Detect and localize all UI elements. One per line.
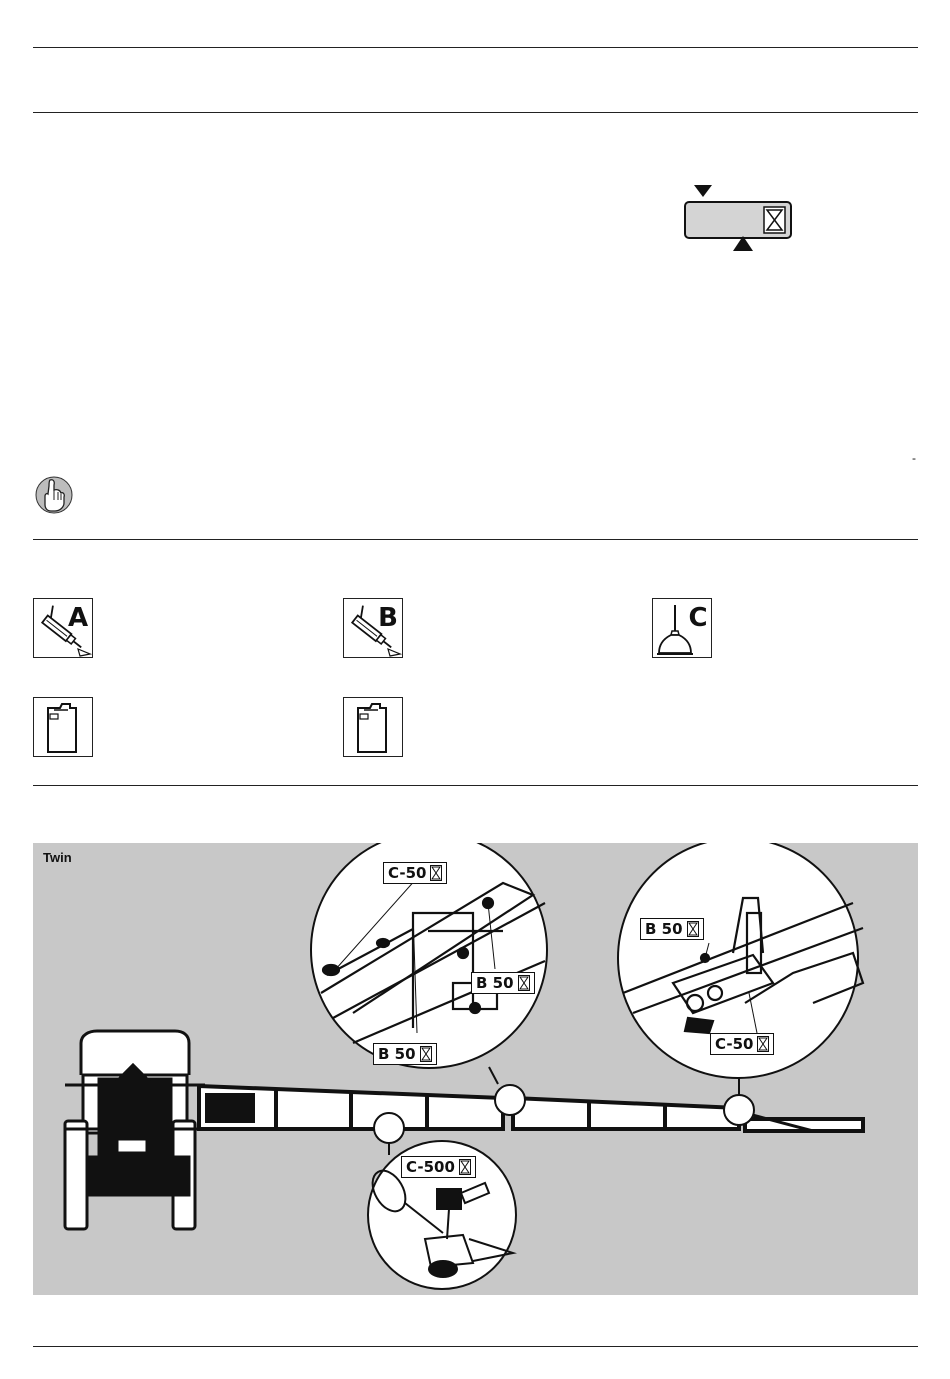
pointing-hand-icon <box>34 474 74 516</box>
oil-canister-icon <box>344 698 402 756</box>
callout-c50-top-right <box>710 1033 774 1055</box>
hourglass-icon <box>687 921 699 937</box>
lubricant-a-icon <box>33 598 93 658</box>
callout-b50-top-right-text: B 50 <box>645 920 683 938</box>
header-rule-bottom <box>33 112 918 113</box>
grease-gun-icon <box>34 599 92 657</box>
figure-title: Twin <box>43 850 72 865</box>
lubricant-c-icon <box>652 598 712 658</box>
section-rule-2 <box>33 785 918 786</box>
callout-b50-top-right <box>640 918 704 940</box>
callout-c50-top-right-text: C-50 <box>715 1035 754 1053</box>
hourglass-icon <box>430 865 442 881</box>
callout-c50-top-left <box>383 862 447 884</box>
hourglass-icon <box>518 975 530 991</box>
lubricant-b-icon <box>343 598 403 658</box>
interval-counter <box>683 183 795 253</box>
hourglass-icon <box>757 1036 769 1052</box>
lubrication-figure <box>33 843 918 1295</box>
oil-canister-icon-1 <box>33 697 93 757</box>
lubricant-c-letter: C <box>688 603 708 633</box>
callout-c500-bottom <box>401 1156 476 1178</box>
oil-can-icon <box>653 599 711 657</box>
callout-b50-top-left-bottom <box>373 1043 437 1065</box>
callout-b50-top-left-bottom-text: B 50 <box>378 1045 416 1063</box>
callout-b50-top-left-right-text: B 50 <box>476 974 514 992</box>
lubricant-b-letter: B <box>378 603 398 633</box>
footer-rule <box>33 1346 918 1347</box>
tractor-illustration <box>65 1031 205 1229</box>
oil-canister-icon-2 <box>343 697 403 757</box>
callout-c50-top-left-text: C-50 <box>388 864 427 882</box>
sprayer-diagram <box>33 843 918 1295</box>
callout-c500-bottom-text: C-500 <box>406 1158 455 1176</box>
header-rule-top <box>33 47 918 48</box>
boom-illustration <box>199 1086 863 1131</box>
lubricant-a-letter: A <box>67 603 89 633</box>
hourglass-icon <box>683 183 795 253</box>
grease-gun-icon <box>344 599 402 657</box>
hourglass-icon <box>420 1046 432 1062</box>
oil-canister-icon <box>34 698 92 756</box>
note-mark: - <box>912 451 916 465</box>
section-rule-1 <box>33 539 918 540</box>
hourglass-icon <box>459 1159 471 1175</box>
callout-b50-top-left-right <box>471 972 535 994</box>
